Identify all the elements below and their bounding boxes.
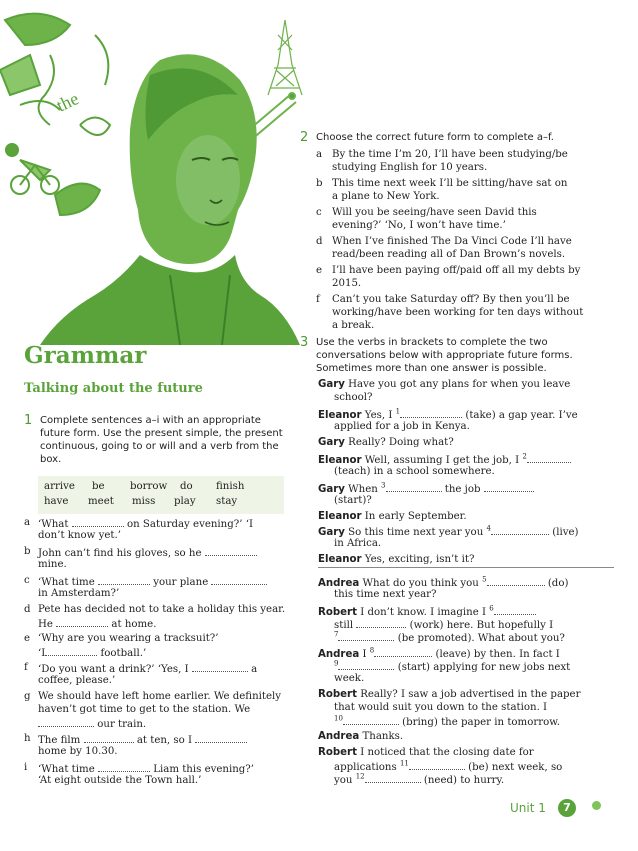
item-continuation: a break.: [332, 320, 375, 331]
item-continuation: studying English for 10 years.: [332, 162, 488, 173]
answer-blank[interactable]: [98, 574, 150, 585]
item-text: a: [251, 664, 258, 675]
dialogue-text: I don’t know. I imagine I: [360, 607, 486, 618]
answer-blank[interactable]: [365, 772, 421, 783]
speaker-name: Eleanor: [318, 455, 362, 466]
list-item: [24, 632, 219, 645]
speaker-name: Andrea: [318, 578, 360, 589]
item-text: on Saturday evening?’ ‘I: [126, 519, 253, 530]
dialogue-text: I noticed that the closing date for: [360, 747, 534, 758]
speaker-name: Gary: [318, 379, 345, 390]
item-text: The film: [38, 735, 81, 746]
dialogue-text: (bring) the paper in tomorrow.: [402, 717, 560, 728]
dialogue-text: What do you think you: [362, 578, 479, 589]
item-letter: f: [316, 294, 320, 305]
speaker-name: Eleanor: [318, 554, 362, 565]
cover-illustration: [0, 0, 330, 345]
speaker-name: Andrea: [318, 731, 360, 742]
item-continuation: [334, 772, 504, 787]
item-continuation: school?: [334, 392, 373, 403]
item-letter: a: [24, 517, 31, 528]
item-letter: h: [24, 733, 31, 744]
item-text: ‘What time: [38, 577, 95, 588]
list-item: [24, 690, 282, 703]
gap-number: 10: [334, 714, 343, 723]
list-item: [316, 293, 570, 306]
item-letter: c: [316, 207, 322, 218]
item-continuation: read/been reading all of Dan Brown’s novels.: [332, 249, 566, 260]
item-continuation: [334, 714, 560, 729]
dialogue-text: In early September.: [364, 511, 467, 522]
item-continuation: [38, 716, 146, 731]
item-continuation: in Amsterdam?’: [38, 588, 120, 599]
word: finish: [216, 481, 245, 492]
word: arrive: [44, 481, 75, 492]
word: play: [174, 496, 196, 507]
item-continuation: this time next year?: [334, 589, 437, 600]
item-continuation: [38, 616, 156, 631]
item-continuation: [334, 630, 565, 645]
word: meet: [88, 496, 114, 507]
answer-blank[interactable]: [38, 716, 94, 727]
dialogue-text: So this time next year you: [348, 527, 484, 538]
list-item: [316, 148, 568, 161]
page-number-badge: [558, 799, 576, 817]
doodle-scribbles: [0, 14, 110, 215]
word: be: [92, 481, 105, 492]
item-continuation: a plane to New York.: [332, 191, 440, 202]
item-continuation: in Africa.: [334, 538, 382, 549]
dialogue-line: [318, 730, 403, 743]
dialogue-text: (take) a gap year. I’ve: [465, 410, 578, 421]
dialogue-line: [318, 746, 534, 759]
item-continuation: coffee, please.’: [38, 675, 116, 686]
dialogue-text: (need) to hurry.: [423, 775, 505, 786]
answer-blank[interactable]: [195, 732, 247, 743]
section-subtitle: Talking about the future: [24, 381, 203, 396]
item-letter: d: [316, 236, 323, 247]
exercise-number: 2: [300, 130, 309, 145]
exercise-instructions: [316, 336, 573, 375]
gap-number: 12: [355, 772, 365, 781]
dialogue-text: Yes, exciting, isn’t it?: [364, 554, 475, 565]
speaker-name: Robert: [318, 689, 357, 700]
dialogue-text: applications: [334, 762, 397, 773]
dialogue-line: [318, 688, 580, 701]
item-text: This time next week I’ll be sitting/have sat on: [332, 178, 568, 189]
item-text: He: [38, 619, 53, 630]
answer-blank[interactable]: [205, 545, 257, 556]
dialogue-text: Have you got any plans for when you leave: [348, 379, 571, 390]
item-continuation: evening?’ ‘No, I won’t have time.’: [332, 220, 506, 231]
exercise-number: 1: [24, 413, 33, 428]
item-text: Pete has decided not to take a holiday this year.: [38, 604, 286, 615]
answer-blank[interactable]: [338, 630, 394, 641]
list-item: [24, 545, 257, 560]
dialogue-line: [318, 553, 474, 566]
eiffel-tower-icon: [268, 20, 302, 95]
gap-number: 3: [381, 481, 386, 490]
speaker-name: Robert: [318, 607, 357, 618]
speaker-name: Gary: [318, 527, 345, 538]
item-text: Liam this evening?’: [153, 764, 255, 775]
instruction-line: box.: [40, 454, 62, 465]
item-text: at ten, so I: [136, 735, 193, 746]
word: borrow: [130, 481, 168, 492]
dialogue-line: [318, 436, 454, 449]
speaker-name: Robert: [318, 747, 357, 758]
item-continuation: mine.: [38, 559, 67, 570]
dialogue-text: (leave) by then. In fact I: [435, 649, 560, 660]
exercise-instructions: Choose the correct future form to complete a–f.: [316, 132, 554, 143]
word-box: [38, 476, 284, 514]
item-continuation: that would suit you down to the station. I: [334, 702, 548, 713]
answer-blank[interactable]: [192, 661, 248, 672]
item-text: Will you be seeing/have seen David this: [332, 207, 537, 218]
dialogue-text: (be promoted). What about you?: [397, 633, 565, 644]
item-text: ‘What: [38, 519, 69, 530]
item-text: at home.: [111, 619, 157, 630]
item-text: football.’: [100, 648, 147, 659]
item-text: When I’ve finished The Da Vinci Code I’ll have: [332, 236, 572, 247]
word: stay: [216, 496, 238, 507]
answer-blank[interactable]: [211, 574, 267, 585]
answer-blank[interactable]: [338, 659, 394, 670]
answer-blank[interactable]: [386, 481, 442, 492]
item-text: our train.: [97, 719, 147, 730]
item-letter: e: [316, 265, 323, 276]
answer-blank[interactable]: [487, 575, 545, 586]
list-item: [316, 264, 581, 277]
dialogue-text: (do): [547, 578, 569, 589]
page-number: 7: [563, 801, 571, 814]
item-continuation: week.: [334, 673, 365, 684]
instruction-line: continuous, going to or will and a verb from the: [40, 441, 279, 452]
instruction-line: Sometimes more than one answer is possible.: [316, 363, 547, 374]
speaker-name: Eleanor: [318, 410, 362, 421]
list-item: [316, 177, 568, 190]
gap-number: 5: [482, 575, 487, 584]
decorative-dot: [592, 801, 601, 810]
item-continuation: ‘At eight outside the Town hall.’: [38, 775, 202, 786]
item-letter: e: [24, 633, 31, 644]
item-text: ‘I: [38, 648, 46, 659]
unit-label: Unit 1: [510, 801, 546, 815]
answer-blank[interactable]: [98, 761, 150, 772]
dialogue-text: the job: [444, 484, 481, 495]
item-letter: c: [24, 575, 30, 586]
item-letter: f: [24, 662, 28, 673]
list-item: [24, 603, 286, 616]
item-continuation: applied for a job in Kenya.: [334, 421, 470, 432]
dialogue-text: (live): [552, 527, 579, 538]
list-item: [316, 206, 537, 219]
answer-blank[interactable]: [84, 732, 134, 743]
dialogue-text: (be) next week, so: [468, 762, 563, 773]
word: have: [44, 496, 69, 507]
item-text: ‘What time: [38, 764, 95, 775]
item-letter: a: [316, 149, 323, 160]
item-continuation: working/have been working for ten days without: [332, 307, 584, 318]
item-letter: i: [24, 762, 28, 773]
item-text: John can’t find his gloves, so he: [38, 548, 202, 559]
item-text: your plane: [153, 577, 209, 588]
dialogue-text: you: [334, 775, 353, 786]
dialogue-text: (work) here. But hopefully I: [409, 620, 554, 631]
item-text: We should have left home earlier. We definitely: [38, 691, 282, 702]
item-continuation: [334, 659, 570, 674]
dialogue-text: Really? I saw a job advertised in the paper: [360, 689, 581, 700]
answer-blank[interactable]: [494, 604, 536, 615]
dialogue-line: [318, 378, 570, 391]
answer-blank[interactable]: [491, 524, 549, 535]
dialogue-text: Really? Doing what?: [348, 437, 454, 448]
answer-blank[interactable]: [56, 616, 108, 627]
dialogue-text: When: [348, 484, 378, 495]
answer-blank[interactable]: [356, 617, 406, 628]
answer-blank[interactable]: [45, 645, 97, 656]
gap-number: 7: [334, 630, 339, 639]
item-continuation: [38, 645, 146, 660]
instruction-line: conversations below with appropriate future forms.: [316, 350, 573, 361]
word: miss: [132, 496, 156, 507]
item-text: I’ll have been paying off/paid off all my debts by: [332, 265, 581, 276]
item-text: Can’t you take Saturday off? By then you’ll be: [332, 294, 570, 305]
item-continuation: home by 10.30.: [38, 746, 118, 757]
gap-number: 1: [395, 407, 401, 416]
page-title: Grammar: [24, 342, 147, 369]
item-letter: d: [24, 604, 31, 615]
instruction-line: Complete sentences a–i with an appropriate: [40, 415, 261, 426]
gap-number: 8: [369, 646, 375, 655]
answer-blank[interactable]: [343, 714, 399, 725]
item-text: By the time I’m 20, I’ll have been studying/be: [332, 149, 568, 160]
doodle-text: the: [53, 88, 82, 116]
instruction-line: Use the verbs in brackets to complete the two: [316, 337, 548, 348]
dialogue-text: I: [362, 649, 367, 660]
answer-blank[interactable]: [400, 407, 462, 418]
answer-blank[interactable]: [527, 452, 571, 463]
dialogue-text: Well, assuming I get the job, I: [364, 455, 520, 466]
item-letter: b: [316, 178, 323, 189]
word: do: [180, 481, 193, 492]
divider: [318, 567, 614, 568]
item-text: ‘Do you want a drink?’ ‘Yes, I: [38, 664, 189, 675]
item-continuation: (teach) in a school somewhere.: [334, 466, 495, 477]
dialogue-text: still: [334, 620, 354, 631]
item-letter: b: [24, 546, 31, 557]
item-text: ‘Why are you wearing a tracksuit?’: [38, 633, 219, 644]
gap-number: 9: [334, 659, 339, 668]
dialogue-text: (start) applying for new jobs next: [397, 662, 571, 673]
item-continuation: (start)?: [334, 495, 372, 506]
dialogue-line: [318, 510, 467, 523]
gap-number: 2: [522, 452, 527, 461]
gap-number: 11: [399, 759, 409, 768]
list-item: [316, 235, 572, 248]
answer-blank[interactable]: [484, 481, 534, 492]
item-letter: g: [24, 691, 31, 702]
gap-number: 6: [489, 604, 494, 613]
exercise-instructions: [40, 414, 300, 466]
dialogue-text: Yes, I: [364, 410, 393, 421]
gap-number: 4: [486, 524, 491, 533]
item-continuation: don’t know yet.’: [38, 530, 121, 541]
speaker-name: Andrea: [318, 649, 360, 660]
answer-blank[interactable]: [374, 646, 432, 657]
exercise-number: 3: [300, 335, 309, 350]
instruction-line: future form. Use the present simple, the present: [40, 428, 283, 439]
item-continuation: 2015.: [332, 278, 362, 289]
speaker-name: Gary: [318, 437, 345, 448]
answer-blank[interactable]: [409, 759, 465, 770]
item-continuation: haven’t got time to get to the station. We: [38, 704, 251, 715]
answer-blank[interactable]: [72, 516, 124, 527]
speaker-name: Eleanor: [318, 511, 362, 522]
dialogue-text: Thanks.: [362, 731, 404, 742]
speaker-name: Gary: [318, 484, 345, 495]
